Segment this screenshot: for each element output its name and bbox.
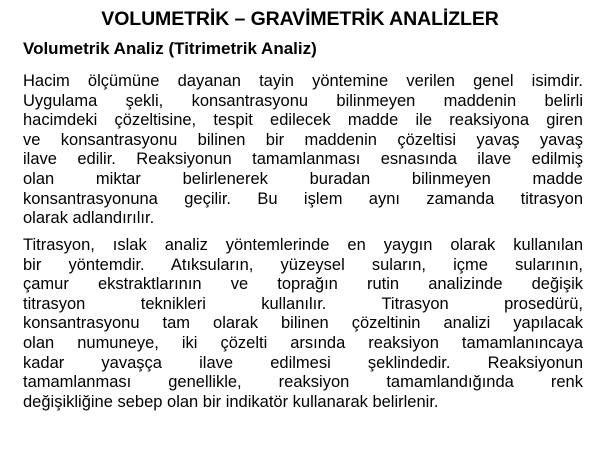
paragraph-line: Hacim ölçümüne dayanan tayin yöntemine verilen genel isimdir. (23, 72, 583, 90)
paragraph-line: tamamlanması genellikle, reaksiyon tamamlandığında renk (23, 373, 583, 392)
paragraph-line: değişikliğine sebep olan bir indikatör kullanarak belirlenir. (23, 392, 439, 411)
paragraph-line: kadar yavaşça ilave edilmesi şeklindedir. Reaksiyonun (23, 353, 583, 372)
paragraph-line: çamur ekstraktlarının ve toprağın rutin analizinde değişik (23, 275, 583, 294)
paragraph-line: Uygulama şekli, konsantrasyonu bilinmeyen maddenin belirli (23, 91, 583, 110)
paragraph-line: konsantrasyonu tam olarak bilinen çözeltinin analizi yapılacak (23, 314, 583, 333)
paragraph-definition (23, 72, 583, 229)
slide-title: VOLUMETRİK – GRAVİMETRİK ANALİZLER (101, 8, 499, 30)
paragraph-line: olarak adlandırılır. (23, 209, 155, 228)
paragraph-line: ilave edilir. Reaksiyonun tamamlanması esnasında ilave edilmiş (23, 150, 583, 169)
paragraph-line: Titrasyon, ıslak analiz yöntemlerinde en yaygın olarak kullanılan (23, 236, 583, 254)
paragraph-line: bir yöntemdir. Atıksuların, yüzeysel suların, içme sularının, (23, 255, 583, 274)
paragraph-titration (23, 236, 583, 412)
paragraph-line: ve konsantrasyonu bilinen bir maddenin çözeltisi yavaş yavaş (23, 130, 583, 149)
paragraph-line: olan numuneye, iki çözelti arsında reaksiyon tamamlanıncaya (23, 333, 583, 352)
paragraph-line: hacimdeki çözeltisine, tespit edilecek madde ile reaksiyona giren (23, 111, 583, 130)
paragraph-line: konsantrasyonuna geçilir. Bu işlem aynı zamanda titrasyon (23, 189, 583, 208)
section-subtitle: Volumetrik Analiz (Titrimetrik Analiz) (23, 39, 317, 58)
paragraph-line: titrasyon teknikleri kullanılır. Titrasyon prosedürü, (23, 294, 583, 313)
paragraph-line: olan miktar belirlenerek buradan bilinmeyen madde (23, 169, 583, 188)
